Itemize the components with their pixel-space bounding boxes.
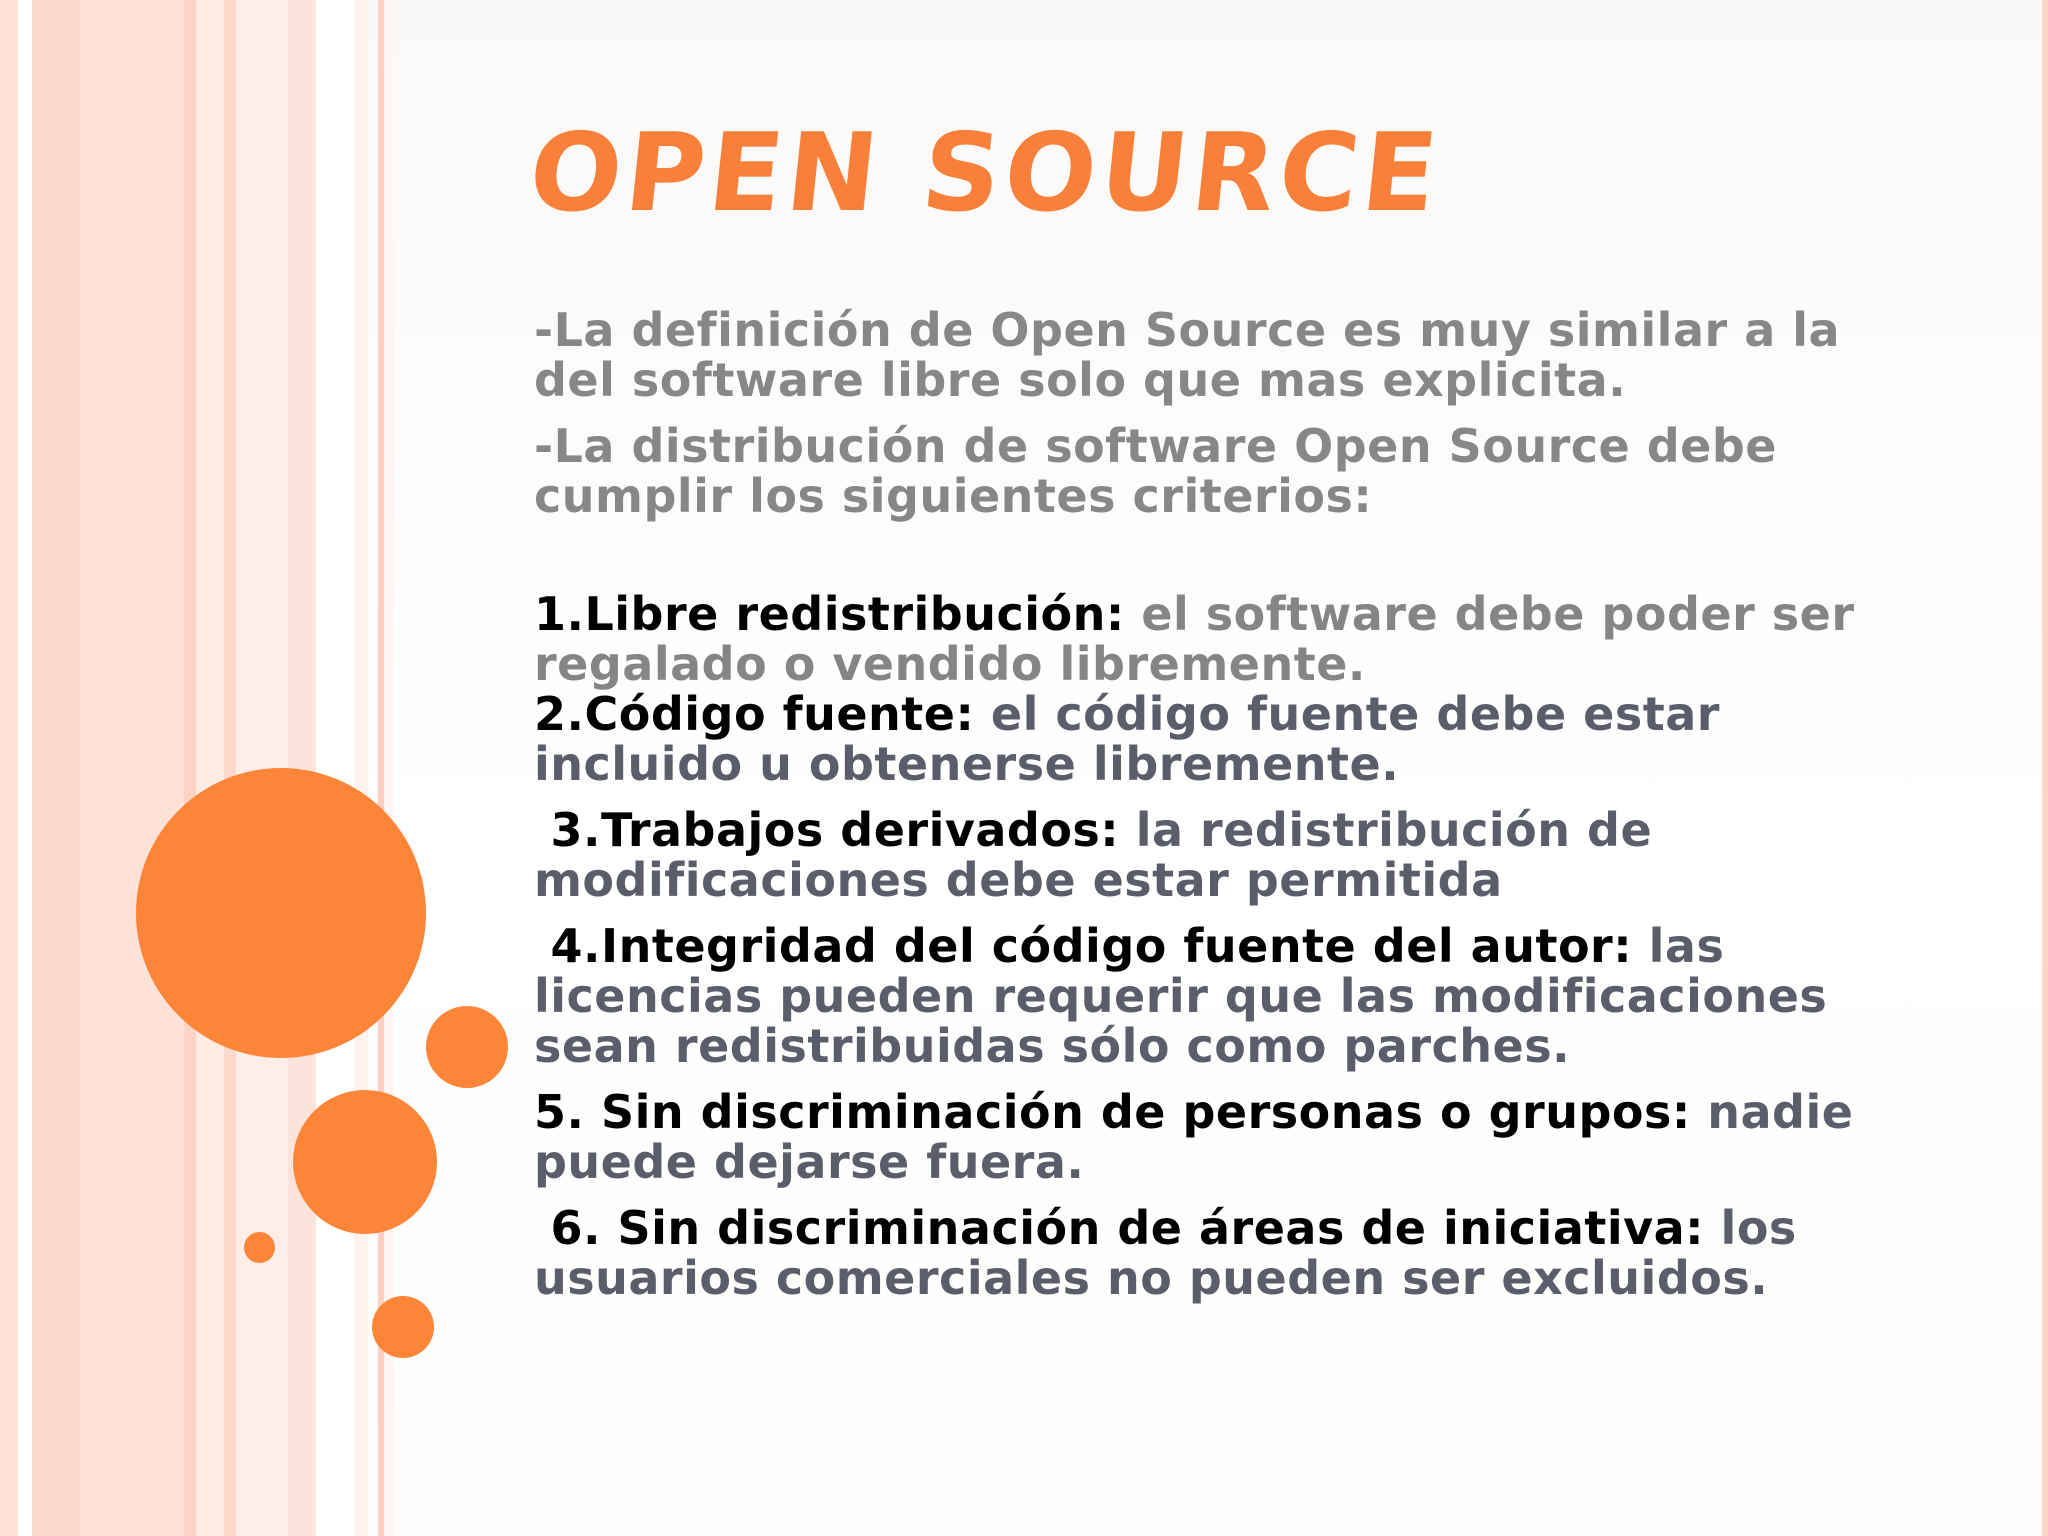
stripe xyxy=(18,0,32,1536)
criterion-term: 1.Libre redistribución: xyxy=(534,587,1125,641)
criterion-term: 4.Integridad del código fuente del autor: xyxy=(534,919,1633,973)
medium-circle xyxy=(293,1090,437,1234)
stripe xyxy=(354,0,368,1536)
criterion-term: 3.Trabajos derivados: xyxy=(534,803,1120,857)
intro-paragraph: -La definición de Open Source es muy similar a la del software libre solo que mas explicita. xyxy=(534,303,1841,407)
criterion-description: la redistribución de modificaciones debe estar permitida xyxy=(534,803,1669,907)
slide-body xyxy=(534,305,1934,1319)
stripe xyxy=(80,0,184,1536)
criterion-item xyxy=(534,805,1934,905)
stripe xyxy=(224,0,236,1536)
small-circle xyxy=(426,1006,508,1088)
stripe xyxy=(32,0,80,1536)
criterion-item xyxy=(534,689,1934,789)
stripe xyxy=(0,0,18,1536)
stripe xyxy=(196,0,224,1536)
criterion-term: 6. Sin discriminación de áreas de iniciativa: xyxy=(534,1201,1705,1255)
criterion-description: el software debe poder ser regalado o vendido libremente. xyxy=(534,587,1855,691)
stripe xyxy=(184,0,196,1536)
criterion-item xyxy=(534,589,1934,689)
criterion-description: el código fuente debe estar incluido u obtenerse libremente. xyxy=(534,687,1720,791)
criterion-item xyxy=(534,1203,1934,1303)
small-circle-bottom xyxy=(372,1296,434,1358)
criterion-description: los usuarios comerciales no pueden ser excluidos. xyxy=(534,1201,1814,1305)
large-circle xyxy=(136,768,426,1058)
stripe xyxy=(316,0,354,1536)
criterion-description: las licencias pueden requerir que las modificaciones sean redistribuidas sólo como parches. xyxy=(534,919,1844,1073)
criterion-term: 5. Sin discriminación de personas o grupos: xyxy=(534,1085,1691,1139)
criterion-item xyxy=(534,1087,1934,1187)
criterion-term: 2.Código fuente: xyxy=(534,687,975,741)
intro-paragraph: -La distribución de software Open Source debe cumplir los siguientes criterios: xyxy=(534,419,1778,523)
stripe xyxy=(2042,0,2048,1536)
criterion-description: nadie puede dejarse fuera. xyxy=(534,1085,1854,1189)
slide-title: OPEN SOURCE xyxy=(523,111,1447,236)
spacer xyxy=(534,537,1934,589)
criterion-item xyxy=(534,921,1934,1071)
tiny-circle xyxy=(244,1232,275,1263)
